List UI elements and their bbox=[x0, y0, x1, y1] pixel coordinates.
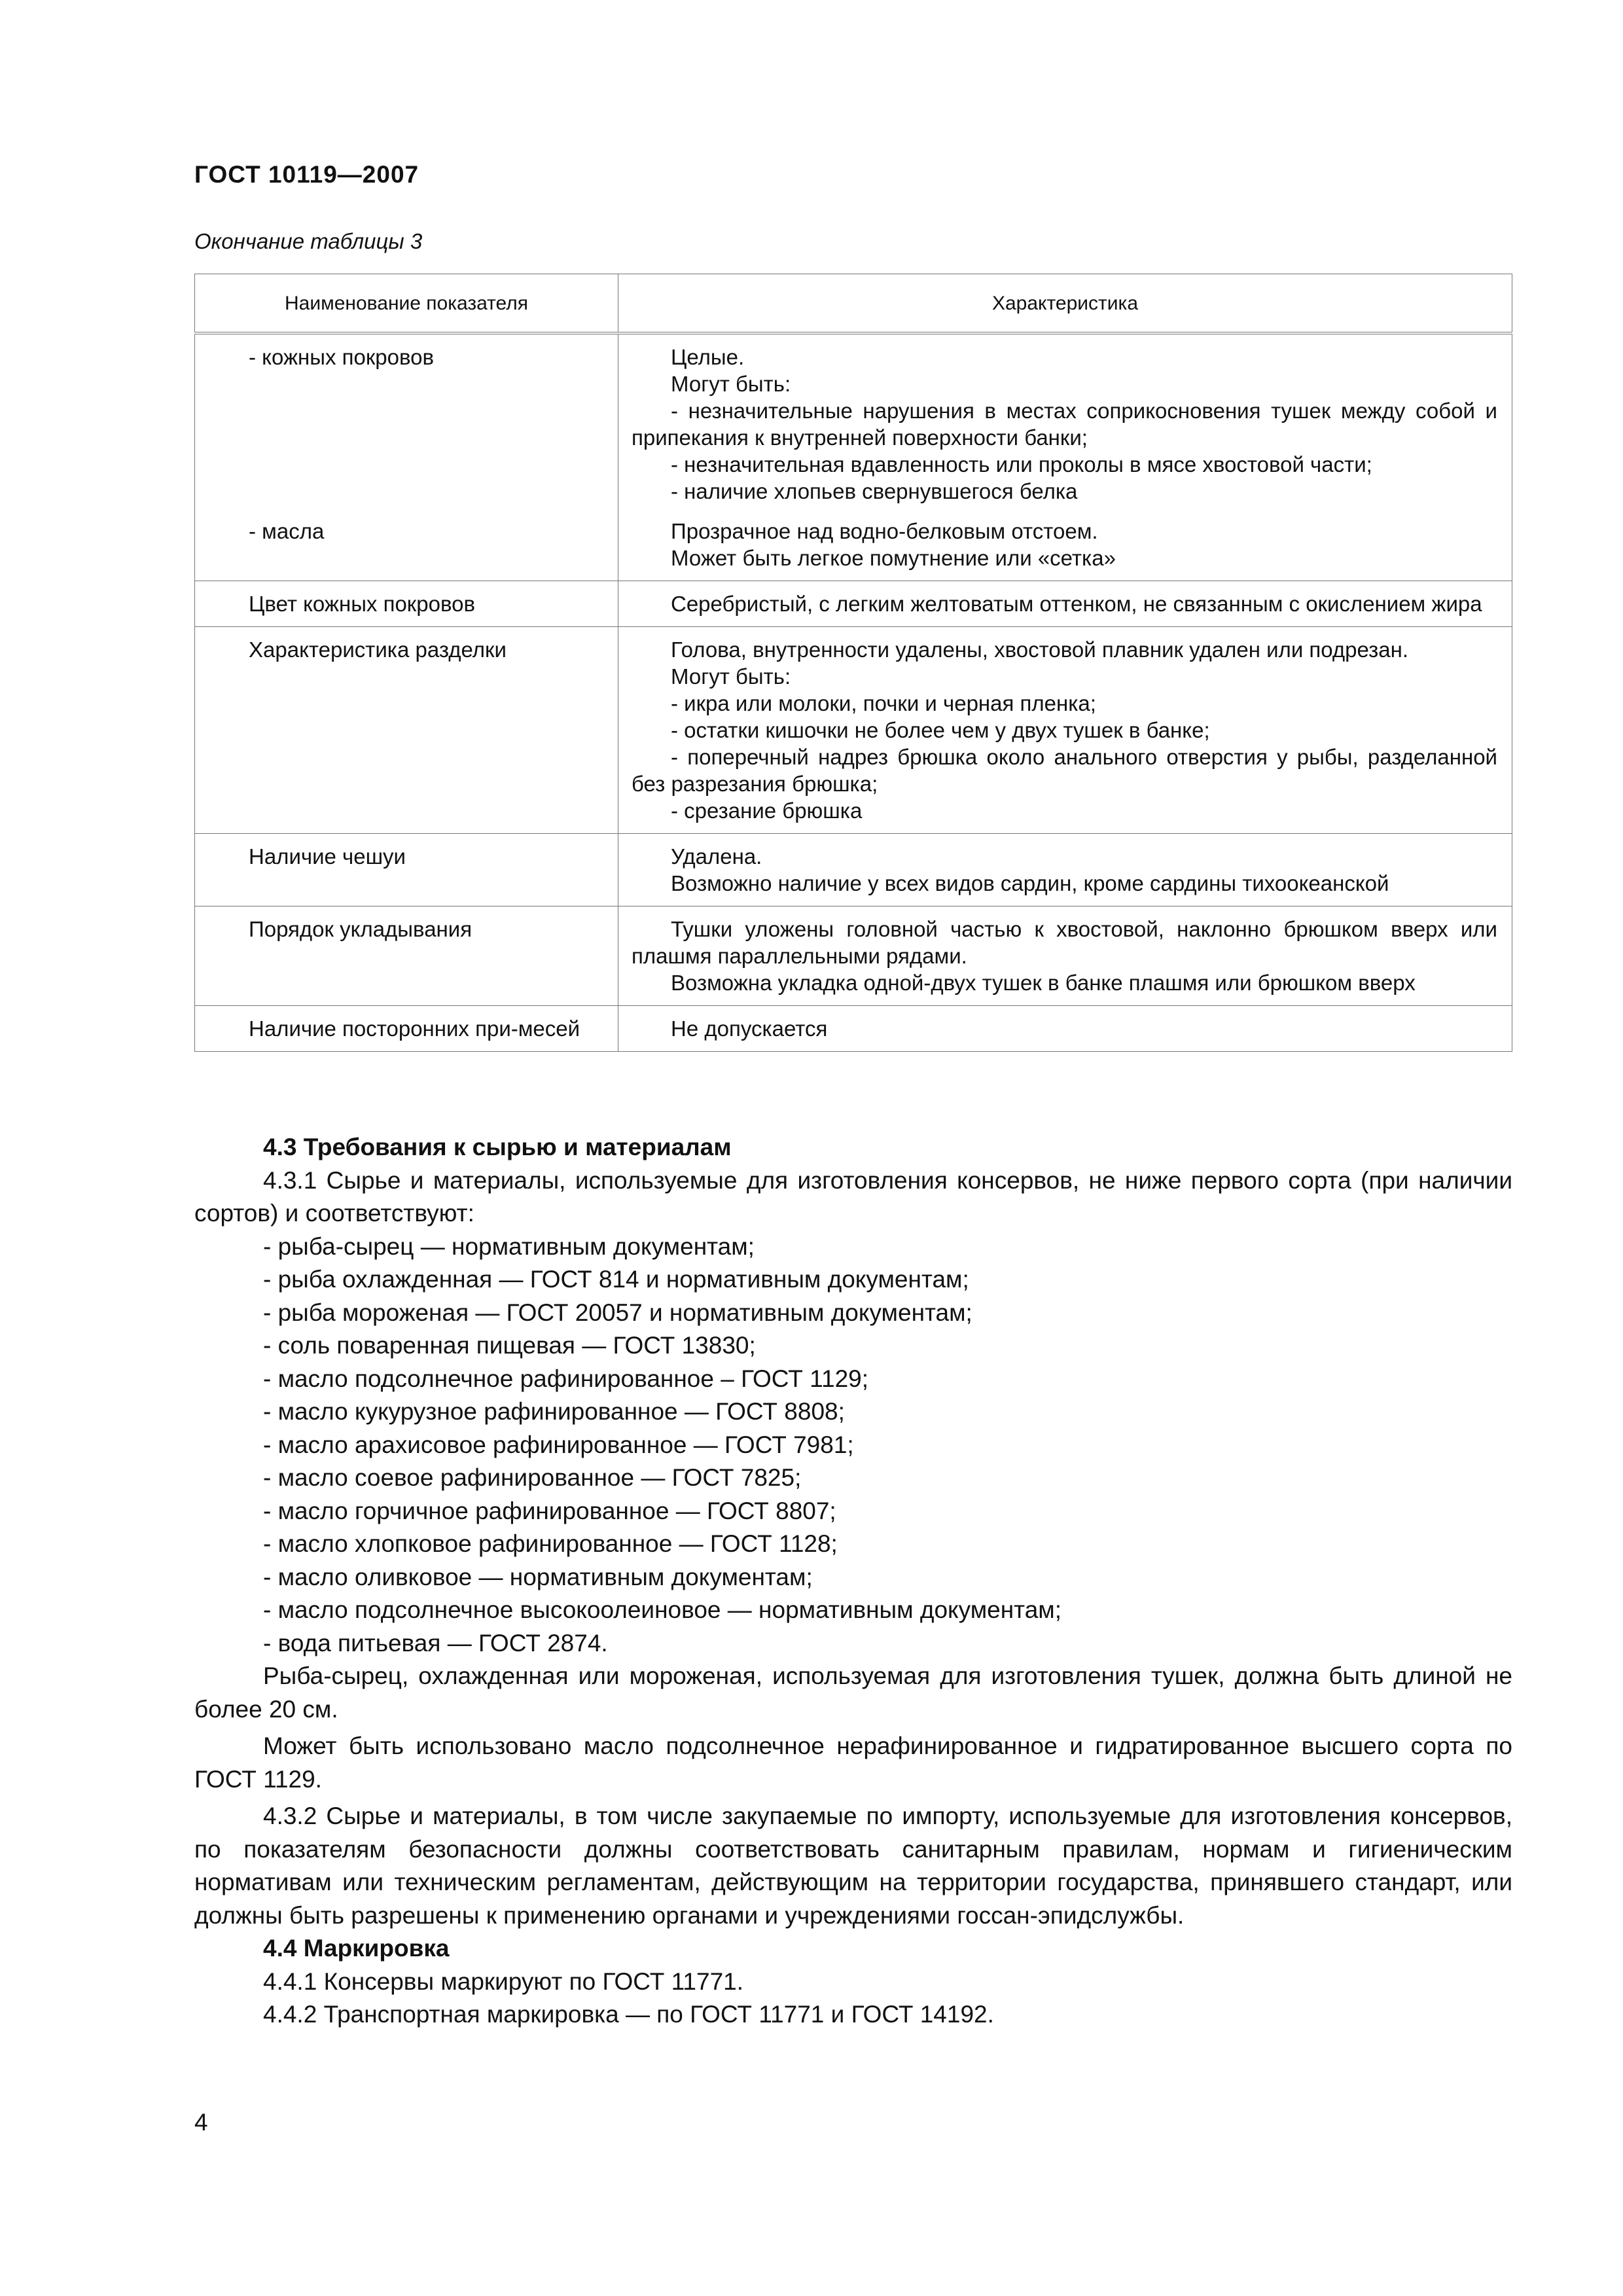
cell-line: Голова, внутренности удалены, хвостовой плавник удален или подрезан. bbox=[671, 637, 1409, 662]
table-row bbox=[195, 906, 1512, 1006]
table-row bbox=[195, 581, 1512, 627]
cell-line: - остатки кишочки не более чем у двух тушек в банке; bbox=[671, 718, 1210, 742]
list-item: - масло хлопковое рафинированное — ГОСТ 1128; bbox=[263, 1530, 838, 1557]
list-item: - вода питьевая — ГОСТ 2874. bbox=[263, 1629, 608, 1657]
cell-line: - икра или молоки, почки и черная пленка; bbox=[671, 691, 1096, 715]
paragraph-4-4-1: 4.4.1 Консервы маркируют по ГОСТ 11771. bbox=[263, 1967, 744, 1995]
cell-line: - срезание брюшка bbox=[671, 798, 863, 823]
list-item: - масло соевое рафинированное — ГОСТ 7825; bbox=[263, 1464, 802, 1491]
paragraph: Рыба-сырец, охлажденная или мороженая, используемая для изготовления тушек, должна быть длиной не более 20 см. bbox=[194, 1662, 1512, 1723]
paragraph-4-3-1: 4.3.1 Сырье и материалы, используемые для изготовления консервов, не ниже первого сорта (при наличии сортов) и соответствуют: bbox=[194, 1166, 1512, 1227]
list-item: - рыба охлажденная — ГОСТ 814 и нормативным документам; bbox=[263, 1266, 969, 1293]
row-name: Наличие посторонних при-месей bbox=[195, 1006, 618, 1052]
row-characteristic bbox=[618, 333, 1512, 514]
row-characteristic bbox=[618, 906, 1512, 1006]
cell-line: Могут быть: bbox=[671, 372, 791, 396]
cell-line: - наличие хлопьев свернувшегося белка bbox=[671, 479, 1078, 503]
row-name: Порядок укладывания bbox=[195, 906, 618, 1006]
row-characteristic bbox=[618, 581, 1512, 627]
cell-line: Могут быть: bbox=[671, 664, 791, 689]
cell-line: Не допускается bbox=[671, 1016, 828, 1041]
list-item: - масло кукурузное рафинированное — ГОСТ 8808; bbox=[263, 1398, 845, 1425]
document-header: ГОСТ 10119—2007 bbox=[194, 161, 419, 188]
cell-line: - поперечный надрез брюшка около анального отверстия у рыбы, разделанной без разрезания брюшка; bbox=[632, 745, 1497, 796]
row-name: - кожных покровов bbox=[195, 333, 618, 514]
row-name: - масла bbox=[195, 514, 618, 581]
section-heading-4-3: 4.3 Требования к сырью и материалам bbox=[263, 1134, 732, 1160]
cell-line: - незначительная вдавленность или проколы в мясе хвостовой части; bbox=[671, 452, 1372, 476]
column-header-name: Наименование показателя bbox=[195, 274, 618, 334]
table-header-row bbox=[195, 274, 1512, 334]
cell-line: Серебристый, с легким желтоватым оттенком, не связанным с окислением жира bbox=[671, 592, 1482, 616]
row-characteristic bbox=[618, 834, 1512, 906]
list-item: - масло оливковое — нормативным документам; bbox=[263, 1563, 813, 1590]
cell-line: Целые. bbox=[671, 345, 745, 369]
list-item: - рыба-сырец — нормативным документам; bbox=[263, 1232, 755, 1260]
cell-line: Может быть легкое помутнение или «сетка» bbox=[671, 546, 1116, 570]
list-item: - масло подсолнечное рафинированное – ГОСТ 1129; bbox=[263, 1365, 869, 1392]
table-row bbox=[195, 627, 1512, 834]
paragraph: Может быть использовано масло подсолнечное нерафинированное и гидратированное высшего сорта по ГОСТ 1129. bbox=[194, 1732, 1512, 1793]
table-row bbox=[195, 333, 1512, 514]
cell-line: Возможно наличие у всех видов сардин, кроме сардины тихоокеанской bbox=[671, 871, 1389, 895]
list-item: - масло подсолнечное высокоолеиновое — нормативным документам; bbox=[263, 1596, 1061, 1623]
page-number: 4 bbox=[194, 2109, 208, 2136]
row-name: Наличие чешуи bbox=[195, 834, 618, 906]
table-row bbox=[195, 1006, 1512, 1052]
list-item: - масло горчичное рафинированное — ГОСТ 8807; bbox=[263, 1497, 836, 1524]
paragraph-4-4-2: 4.4.2 Транспортная маркировка — по ГОСТ 11771 и ГОСТ 14192. bbox=[263, 2001, 994, 2028]
list-item: - масло арахисовое рафинированное — ГОСТ 7981; bbox=[263, 1431, 854, 1458]
table-row bbox=[195, 514, 1512, 581]
cell-line: - незначительные нарушения в местах соприкосновения тушек между собой и припекания к внутренней поверхности банки; bbox=[632, 399, 1497, 450]
row-characteristic bbox=[618, 1006, 1512, 1052]
row-characteristic bbox=[618, 514, 1512, 581]
document-body bbox=[194, 1131, 1512, 2032]
row-characteristic bbox=[618, 627, 1512, 834]
list-item: - рыба мороженая — ГОСТ 20057 и нормативным документам; bbox=[263, 1299, 972, 1326]
row-name: Цвет кожных покровов bbox=[195, 581, 618, 627]
paragraph-4-3-2: 4.3.2 Сырье и материалы, в том числе закупаемые по импорту, используемые для изготовления консервов, по показателям безопасности должны соответствовать санитарным правилам, нормам и гигиеническим нормативам или техническим регламентам, действующим на территории государства, принявшего стандарт, или должны быть разрешены к применению органами и учреждениями госсан-эпидслужбы. bbox=[194, 1803, 1512, 1929]
table-caption: Окончание таблицы 3 bbox=[194, 229, 423, 253]
cell-line: Удалена. bbox=[671, 844, 762, 869]
row-name: Характеристика разделки bbox=[195, 627, 618, 834]
column-header-characteristic: Характеристика bbox=[618, 274, 1512, 334]
cell-line: Прозрачное над водно-белковым отстоем. bbox=[671, 519, 1098, 543]
list-item: - соль поваренная пищевая — ГОСТ 13830; bbox=[263, 1332, 756, 1359]
cell-line: Тушки уложены головной частью к хвостовой, наклонно брюшком вверх или плашмя параллельными рядами. bbox=[632, 917, 1497, 968]
cell-line: Возможна укладка одной-двух тушек в банке плашмя или брюшком вверх bbox=[671, 971, 1416, 995]
table-row bbox=[195, 834, 1512, 906]
section-heading-4-4: 4.4 Маркировка bbox=[263, 1935, 450, 1962]
table-3 bbox=[194, 274, 1512, 1052]
